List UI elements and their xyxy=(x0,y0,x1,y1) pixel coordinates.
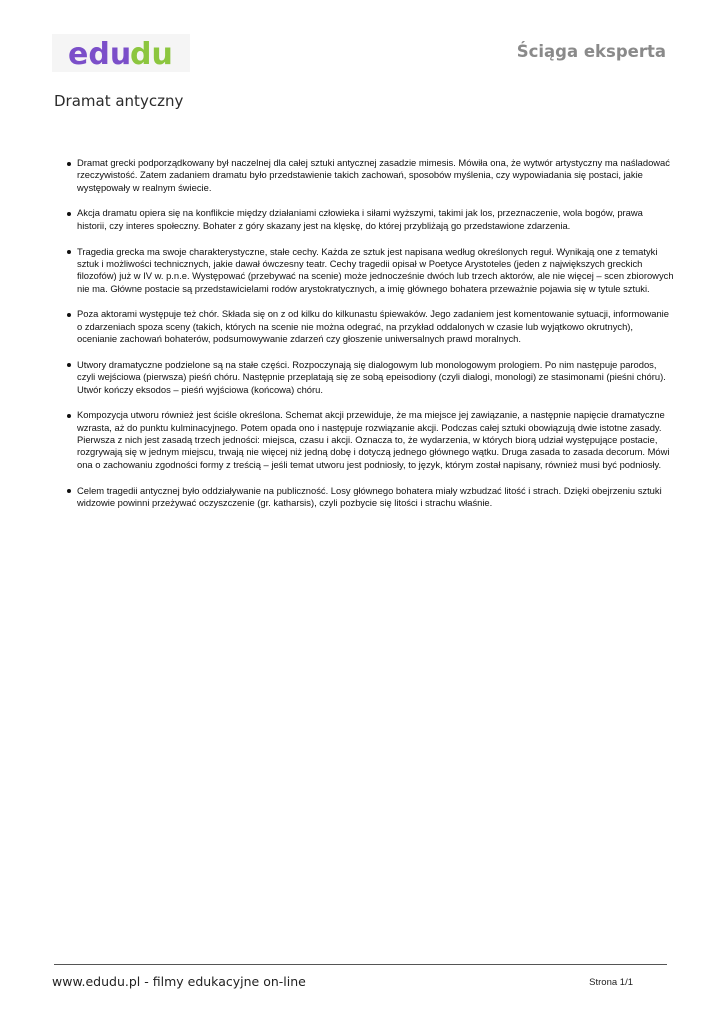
content-list xyxy=(66,157,674,523)
svg-text:du: du xyxy=(130,37,173,70)
page-number: Strona 1/1 xyxy=(589,977,633,988)
list-item: Akcja dramatu opiera się na konflikcie między działaniami człowieka i siłami wyższymi, takimi jak los, przeznaczenie, wola bogów, prawa historii, czy interes społeczny. Bohater z góry skazany jest na klęskę, do której przybliżają go przedstawione zdarzenia. xyxy=(66,207,674,232)
edudu-logo-icon xyxy=(68,36,178,70)
footer-site-link[interactable]: www.edudu.pl - filmy edukacyjne on-line xyxy=(52,974,306,989)
edudu-logo[interactable] xyxy=(52,34,190,72)
list-item: Celem tragedii antycznej było oddziaływanie na publiczność. Losy głównego bohatera miały wzbudzać litość i strach. Dzięki obejrzeniu sztuki widzowie powinni przeżywać oczyszczenie (gr. katharsis), czyli pozbycie się litości i strachu właśnie. xyxy=(66,485,674,510)
list-item: Poza aktorami występuje też chór. Składa się on z od kilku do kilkunastu śpiewaków. Jego zadaniem jest komentowanie sytuacji, informowanie o zdarzeniach spoza sceny (takich, których na scenie nie można odegrać, na przykład oddalonych w czasie lub wyjątkowo okrutnych), ocenianie zachowań bohaterów, podsumowywanie zdarzeń czy głoszenie uniwersalnych prawd moralnych. xyxy=(66,308,674,345)
list-item: Utwory dramatyczne podzielone są na stałe części. Rozpoczynają się dialogowym lub monologowym prologiem. Po nim następuje parodos, czyli wejściowa (pierwsza) pieśń chóru. Następnie przeplatają się ze sobą epeisodiony (czyli dialogi, monologi) ze stasimonami (pieśni chóru). Utwór kończy eksodos – pieśń wyjściowa (końcowa) chóru. xyxy=(66,359,674,396)
list-item: Kompozycja utworu również jest ściśle określona. Schemat akcji przewiduje, że ma miejsce jej zawiązanie, a następnie napięcie dramatyczne wzrasta, aż do punktu kulminacyjnego. Potem opada ono i następuje rozwiązanie akcji. Podczas całej sztuki obowiązują dwie istotne zasady. Pierwsza z nich jest zasadą trzech jedności: miejsca, czasu i akcji. Oznacza to, że wydarzenia, w których biorą udział występujące postacie, rozgrywają się w jednym miejscu, trwają nie więcej niż jedną dobę i dotyczą jednego głównego wątku. Druga zasada to zasada decorum. Mówi ona o zachowaniu zgodności formy z treścią – jeśli temat utworu jest podniosły, to język, którym został napisany, również musi być podniosły. xyxy=(66,409,674,470)
list-item: Tragedia grecka ma swoje charakterystyczne, stałe cechy. Każda ze sztuk jest napisana według określonych reguł. Wynikają one z tematyki sztuk i możliwości technicznych, jakie dawał ówczesny teatr. Cechy tragedii opisał w Poetyce Arystoteles (jeden z największych greckich filozofów) już w IV w. p.n.e. Występować (przebywać na scenie) może jednocześnie dwóch lub trzech aktorów, ale nie więcej – scen zbiorowych nie ma. Główne postacie są przedstawicielami rodów arystokratycznych, a imię głównego bohatera przeważnie pojawia się w tytule sztuki. xyxy=(66,246,674,295)
list-item: Dramat grecki podporządkowany był naczelnej dla całej sztuki antycznej zasadzie mimesis. Mówiła ona, że wytwór artystyczny ma naśladować rzeczywistość. Zatem zadaniem dramatu było przedstawienie takich zachowań, sposobów myślenia, czy wypowiadania się postaci, jakie występowały w realnym świecie. xyxy=(66,157,674,194)
page-title: Dramat antyczny xyxy=(54,92,184,110)
header-tagline: Ściąga eksperta xyxy=(516,42,666,61)
footer-divider xyxy=(54,964,667,965)
svg-text:edu: edu xyxy=(68,37,132,70)
